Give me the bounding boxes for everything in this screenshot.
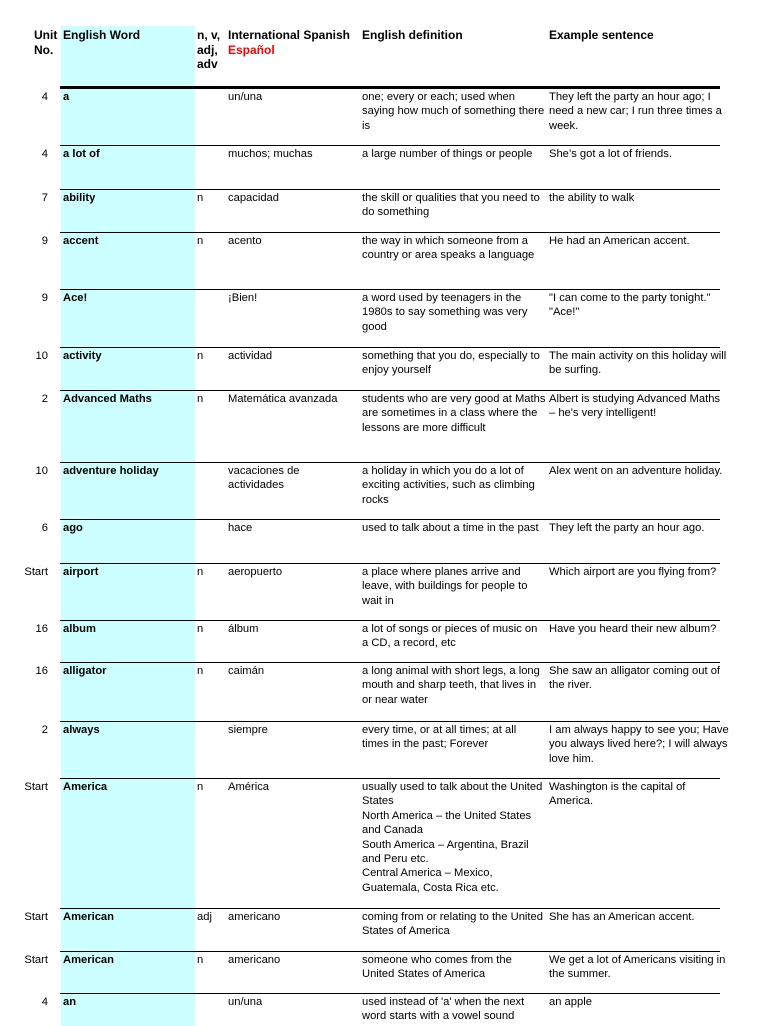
- row-divider: [60, 390, 720, 391]
- english-definition: usually used to talk about the United States North America – the United States and Canada South America – Argentina, Brazil and Peru etc. Central America – Mexico, Guatemala, Costa Rica etc.: [362, 781, 543, 894]
- example-sentence: We get a lot of Americans visiting in the summer.: [549, 954, 726, 981]
- spanish-translation: actividad: [228, 350, 273, 362]
- spanish-translation: americano: [228, 911, 281, 923]
- english-definition: a large number of things or people: [362, 148, 533, 160]
- row-divider: [60, 189, 720, 190]
- spanish-translation: siempre: [228, 724, 268, 736]
- header-english-definition: English definition: [362, 28, 463, 42]
- part-of-speech: adj: [197, 911, 212, 923]
- english-word: Ace!: [63, 292, 88, 304]
- spanish-translation: aeropuerto: [228, 566, 283, 578]
- row-divider: [60, 721, 720, 722]
- unit-number: 6: [41, 522, 48, 534]
- example-sentence: Have you heard their new album?: [549, 623, 717, 635]
- english-definition: the skill or qualities that you need to do something: [362, 192, 540, 219]
- spanish-translation: capacidad: [228, 192, 280, 204]
- english-word: adventure holiday: [63, 465, 159, 477]
- row-divider: [60, 993, 720, 994]
- english-definition: every time, or at all times; at all times in the past; Forever: [362, 724, 517, 751]
- row-divider: [60, 951, 720, 952]
- english-word: ago: [63, 522, 83, 534]
- row-divider: [60, 778, 720, 779]
- english-definition: a place where planes arrive and leave, with buildings for people to wait in: [362, 566, 528, 607]
- spanish-translation: vacaciones de actividades: [228, 465, 300, 492]
- english-word: accent: [63, 235, 99, 247]
- row-divider: [60, 620, 720, 621]
- example-sentence: Which airport are you flying from?: [549, 566, 717, 578]
- part-of-speech: n: [197, 192, 204, 204]
- header-part-of-speech: n, v, adj, adv: [197, 28, 221, 71]
- english-definition: used to talk about a time in the past: [362, 522, 539, 534]
- english-definition: a lot of songs or pieces of music on a CD, a record, etc: [362, 623, 538, 650]
- spanish-translation: álbum: [228, 623, 259, 635]
- english-word: an: [63, 996, 77, 1008]
- example-sentence: the ability to walk: [549, 192, 635, 204]
- part-of-speech: n: [197, 665, 204, 677]
- example-sentence: Washington is the capital of America.: [549, 781, 686, 808]
- row-divider: [60, 519, 720, 520]
- example-sentence: He had an American accent.: [549, 235, 690, 247]
- example-sentence: "I can come to the party tonight." "Ace!": [549, 292, 711, 319]
- unit-number: 7: [41, 192, 48, 204]
- part-of-speech: n: [197, 781, 204, 793]
- english-definition: students who are very good at Maths are sometimes in a class where the lessons are more difficult: [362, 393, 546, 434]
- english-definition: used instead of 'a' when the next word starts with a vowel sound: [362, 996, 525, 1023]
- unit-number: 10: [35, 465, 48, 477]
- unit-number: Start: [24, 781, 48, 793]
- english-definition: one; every or each; used when saying how much of something there is: [362, 91, 545, 132]
- spanish-translation: americano: [228, 954, 281, 966]
- header-english-word: English Word: [63, 28, 141, 42]
- english-word: Advanced Maths: [63, 393, 152, 405]
- english-word: America: [63, 781, 108, 793]
- english-word: ability: [63, 192, 96, 204]
- unit-number: 9: [41, 292, 48, 304]
- spanish-translation: un/una: [228, 996, 263, 1008]
- example-sentence: Alex went on an adventure holiday.: [549, 465, 723, 477]
- english-word: album: [63, 623, 96, 635]
- english-word: American: [63, 954, 114, 966]
- unit-number: 4: [41, 996, 48, 1008]
- part-of-speech: n: [197, 954, 204, 966]
- header-example-sentence: Example sentence: [549, 28, 654, 42]
- unit-number: 4: [41, 148, 48, 160]
- example-sentence: The main activity on this holiday will be surfing.: [549, 350, 727, 377]
- english-definition: someone who comes from the United States of America: [362, 954, 512, 981]
- unit-number: 4: [41, 91, 48, 103]
- spanish-translation: caimán: [228, 665, 265, 677]
- english-definition: a holiday in which you do a lot of exciting activities, such as climbing rocks: [362, 465, 535, 506]
- english-word: alligator: [63, 665, 107, 677]
- unit-number: Start: [24, 566, 48, 578]
- example-sentence: I am always happy to see you; Have you always lived here?; I will always love him.: [549, 724, 729, 765]
- unit-number: 2: [41, 724, 48, 736]
- part-of-speech: n: [197, 393, 204, 405]
- example-sentence: an apple: [549, 996, 592, 1008]
- english-definition: something that you do, especially to enjoy yourself: [362, 350, 540, 377]
- example-sentence: Albert is studying Advanced Maths – he's very intelligent!: [549, 393, 721, 420]
- example-sentence: They left the party an hour ago.: [549, 522, 705, 534]
- example-sentence: They left the party an hour ago; I need a new car; I run three times a week.: [549, 91, 722, 132]
- unit-number: 10: [35, 350, 48, 362]
- row-divider: [60, 462, 720, 463]
- spanish-translation: Matemática avanzada: [228, 393, 338, 405]
- english-word: activity: [63, 350, 102, 362]
- row-divider: [60, 563, 720, 564]
- english-word: always: [63, 724, 100, 736]
- english-definition: the way in which someone from a country or area speaks a language: [362, 235, 535, 262]
- example-sentence: She saw an alligator coming out of the river.: [549, 665, 721, 692]
- english-word: airport: [63, 566, 99, 578]
- unit-number: 16: [35, 665, 48, 677]
- unit-number: 2: [41, 393, 48, 405]
- spanish-translation: América: [228, 781, 270, 793]
- unit-number: Start: [24, 911, 48, 923]
- part-of-speech: n: [197, 235, 204, 247]
- english-definition: a word used by teenagers in the 1980s to say something was very good: [362, 292, 528, 333]
- header-unit-no: Unit No.: [34, 28, 58, 57]
- english-word: a: [63, 91, 70, 103]
- example-sentence: She has an American accent.: [549, 911, 695, 923]
- header-spanish-label: International Spanish: [228, 28, 351, 42]
- header-spanish-sub: Español: [228, 42, 275, 57]
- unit-number: Start: [24, 954, 48, 966]
- row-divider: [60, 232, 720, 233]
- header-spanish: [228, 28, 358, 57]
- example-sentence: She’s got a lot of friends.: [549, 148, 672, 160]
- spanish-translation: acento: [228, 235, 262, 247]
- english-word: American: [63, 911, 114, 923]
- unit-number: 16: [35, 623, 48, 635]
- row-divider: [60, 289, 720, 290]
- english-definition: a long animal with short legs, a long mouth and sharp teeth, that lives in or near water: [362, 665, 540, 706]
- english-word: a lot of: [63, 148, 100, 160]
- row-divider: [60, 662, 720, 663]
- part-of-speech: n: [197, 566, 204, 578]
- spanish-translation: ¡Bien!: [228, 292, 258, 304]
- row-divider: [60, 145, 720, 146]
- spanish-translation: un/una: [228, 91, 263, 103]
- part-of-speech: n: [197, 350, 204, 362]
- row-divider: [60, 347, 720, 348]
- english-definition: coming from or relating to the United States of America: [362, 911, 543, 938]
- spanish-translation: hace: [228, 522, 253, 534]
- row-divider: [60, 908, 720, 909]
- part-of-speech: n: [197, 623, 204, 635]
- spanish-translation: muchos; muchas: [228, 148, 313, 160]
- unit-number: 9: [41, 235, 48, 247]
- row-divider: [60, 88, 720, 89]
